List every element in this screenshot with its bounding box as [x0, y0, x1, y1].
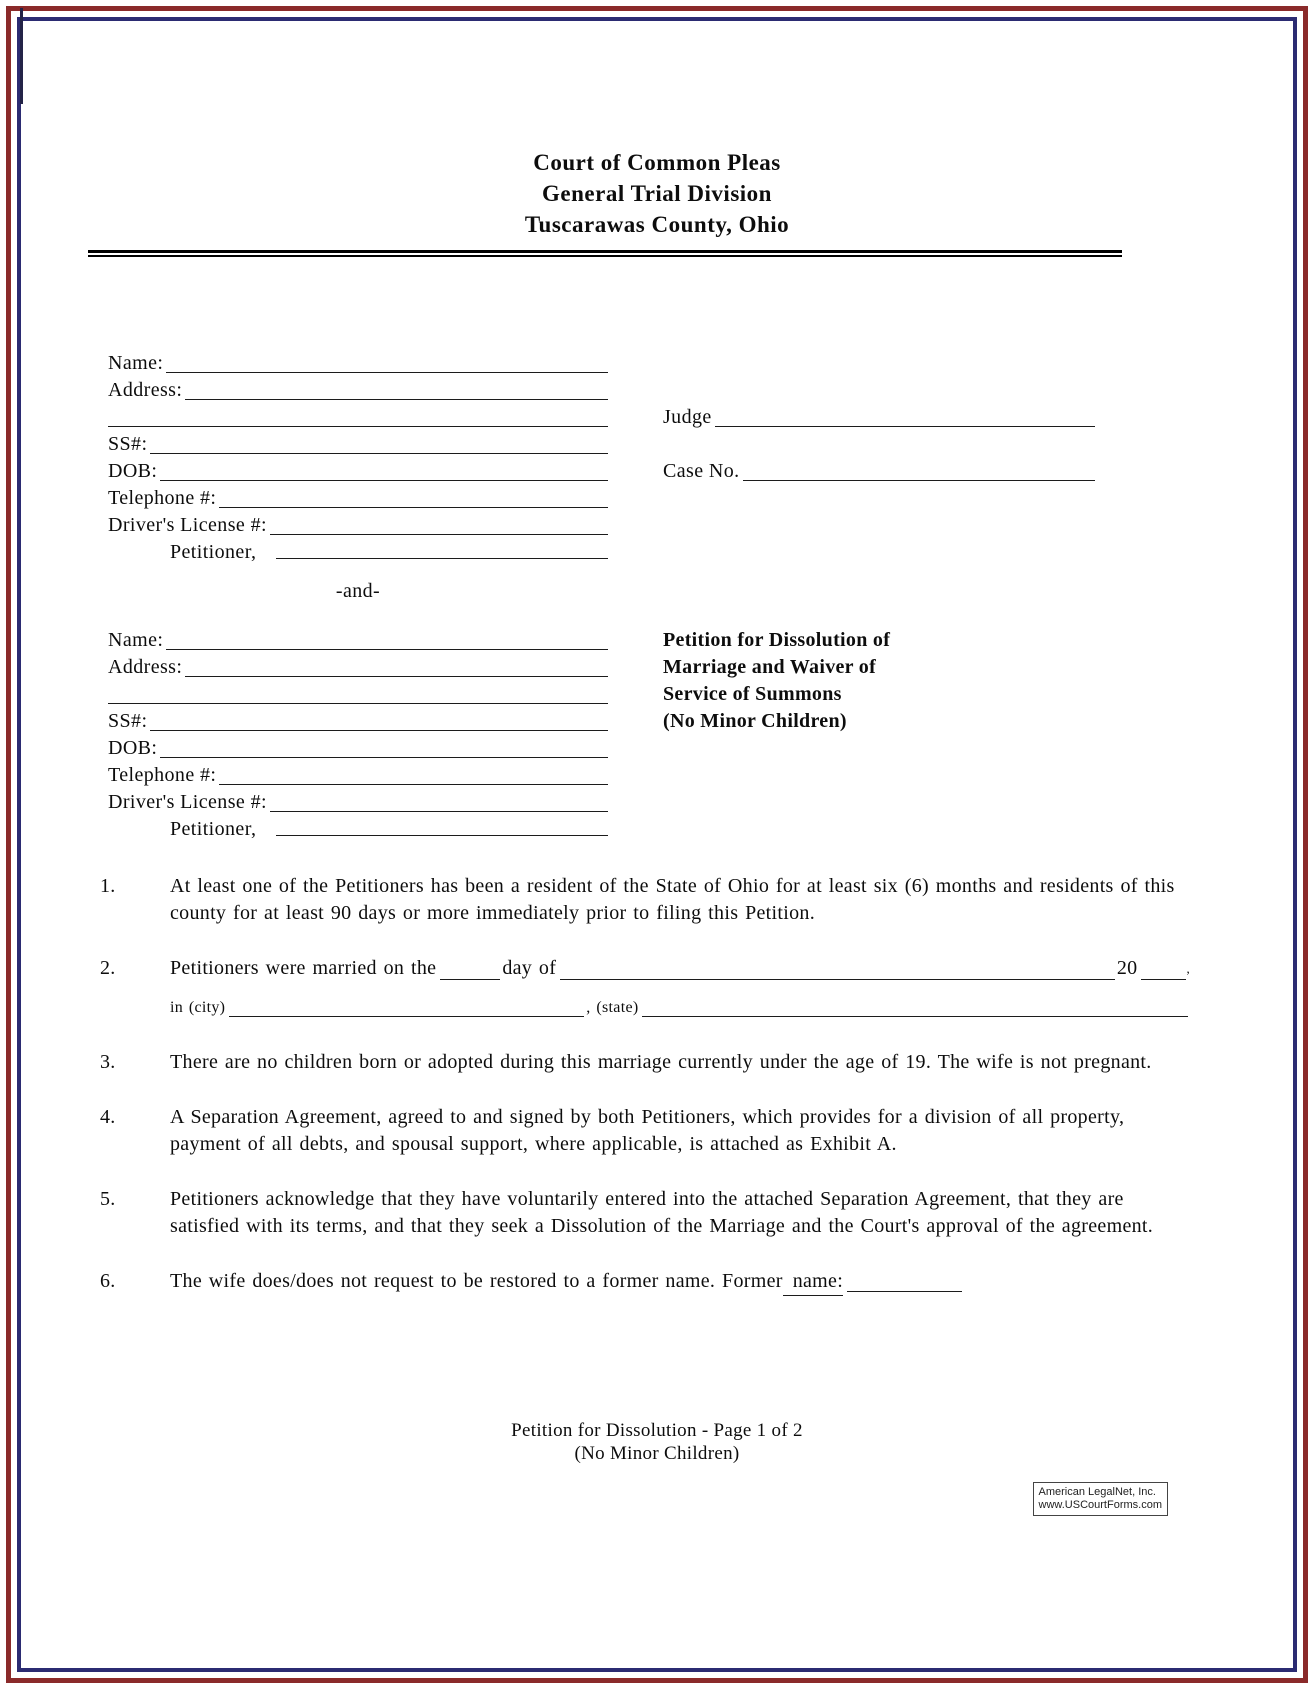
petitioner-role-1: Petitioner, [170, 541, 257, 563]
party1-petitioner-row [108, 539, 1293, 566]
married-on-text: Petitioners were married on the [170, 957, 437, 979]
address2-blank-1 [108, 404, 608, 427]
name-blank-2 [166, 627, 608, 650]
legalnet-stamp [1033, 1482, 1168, 1516]
address-blank-2 [185, 654, 608, 677]
address-blank-1 [185, 377, 608, 400]
petition-title-line-2: Marriage and Waiver of [663, 656, 877, 678]
paragraph-1-text: At least one of the Petitioners has been a resident of the State of Ohio for at least six (6) months and residents of this county for at least 90 days or more immediately prior to filing this Petition. [170, 875, 1175, 924]
party2-ss-row [108, 708, 1293, 735]
paragraph-6-text [170, 1268, 1190, 1296]
month-blank [560, 955, 1115, 980]
party1-name-row [108, 350, 1293, 377]
party1-telephone-row [108, 485, 1293, 512]
paragraph-5-number: 5. [100, 1188, 116, 1210]
party1-dob-case-row [108, 458, 1293, 485]
paragraph-4-number: 4. [100, 1106, 116, 1128]
city-blank [229, 994, 584, 1017]
party2-petitioner-row [108, 816, 1293, 843]
state-blank [642, 994, 1188, 1017]
address2-blank-2 [108, 681, 608, 704]
dob-label-2: DOB: [108, 737, 158, 759]
paragraph-6-number: 6. [100, 1270, 116, 1292]
petition-title-line-4: (No Minor Children) [663, 710, 847, 732]
license-blank-2 [270, 789, 608, 812]
year-prefix: 20 [1116, 957, 1138, 979]
party1-ss-row [108, 431, 1293, 458]
dob-label-1: DOB: [108, 460, 158, 482]
paragraph-2-number: 2. [100, 957, 116, 979]
address-label-1: Address: [108, 379, 183, 401]
day-of-text: day of [502, 957, 557, 979]
name-label-2: Name: [108, 629, 164, 651]
caption-section [108, 350, 1293, 843]
party2-name-row [108, 627, 1293, 654]
party1-address-row [108, 377, 1293, 404]
page-content [21, 21, 1293, 1668]
page-footer [21, 1419, 1293, 1465]
party1-license-row [108, 512, 1293, 539]
stamp-url: www.USCourtForms.com [1038, 1499, 1162, 1511]
ss-label-2: SS#: [108, 710, 148, 732]
telephone-blank-1 [219, 485, 608, 508]
dob-blank-1 [160, 458, 608, 481]
court-name: Court of Common Pleas [533, 150, 781, 175]
party2-dob-row [108, 735, 1293, 762]
judge-label: Judge [663, 406, 712, 428]
paragraph-6 [100, 1268, 1190, 1296]
court-header [21, 147, 1293, 240]
license-wrap-blank-1 [276, 539, 608, 559]
case-no-blank [743, 458, 1095, 481]
address-label-2: Address: [108, 656, 183, 678]
ss-label-1: SS#: [108, 433, 148, 455]
petitioner-role-2: Petitioner, [170, 818, 257, 840]
case-no-label: Case No. [663, 460, 740, 482]
footer-subtitle: (No Minor Children) [574, 1443, 740, 1464]
state-label: , (state) [586, 999, 639, 1016]
telephone-blank-2 [219, 762, 608, 785]
trailing-comma: , [1186, 961, 1190, 976]
former-name-blank [847, 1268, 962, 1292]
paragraph-2 [100, 955, 1190, 1021]
dob-blank-2 [160, 735, 608, 758]
paragraph-1-number: 1. [100, 875, 116, 897]
numbered-paragraphs [100, 873, 1190, 1296]
former-name-underlined: name: [783, 1268, 843, 1296]
ss-blank-2 [150, 708, 608, 731]
division-name: General Trial Division [542, 181, 772, 206]
paragraph-5 [100, 1186, 1190, 1240]
year-blank [1141, 955, 1186, 980]
license-blank-1 [270, 512, 608, 535]
party2-telephone-row [108, 762, 1293, 789]
paragraph-2-line-1 [170, 955, 1190, 984]
paragraph-4 [100, 1104, 1190, 1158]
paragraph-3-number: 3. [100, 1051, 116, 1073]
city-label: in (city) [170, 999, 226, 1016]
name-blank-1 [166, 350, 608, 373]
and-separator-row [108, 578, 1293, 605]
party2-address2-row [108, 681, 1293, 708]
stamp-company: American LegalNet, Inc. [1038, 1486, 1156, 1498]
day-blank [440, 955, 500, 980]
name-label-1: Name: [108, 352, 164, 374]
paragraph-1 [100, 873, 1190, 927]
paragraph-2-line-2 [170, 994, 1190, 1021]
telephone-label-2: Telephone #: [108, 764, 217, 786]
paragraph-3 [100, 1049, 1190, 1076]
license-label-2: Driver's License #: [108, 791, 267, 813]
party2-license-row [108, 789, 1293, 816]
paragraph-4-text: A Separation Agreement, agreed to and signed by both Petitioners, which provides for a division of all property, payment of all debts, and spousal support, where applicable, is attached as Exhibit A. [170, 1106, 1125, 1155]
party1-address2-judge-row [108, 404, 1293, 431]
ss-blank-1 [150, 431, 608, 454]
license-wrap-blank-2 [276, 816, 608, 836]
county-name: Tuscarawas County, Ohio [524, 212, 790, 237]
paragraph-5-text: Petitioners acknowledge that they have voluntarily entered into the attached Separation Agreement, that they are satisfied with its terms, and that they seek a Dissolution of the Marriage and the Court's approval of the agreement. [170, 1188, 1154, 1237]
petition-title-line-1: Petition for Dissolution of [663, 629, 891, 651]
petition-title-line-3: Service of Summons [663, 683, 842, 705]
party2-address-row [108, 654, 1293, 681]
judge-blank [715, 404, 1095, 427]
footer-title: Petition for Dissolution - Page 1 of 2 [511, 1420, 803, 1441]
former-name-text: The wife does/does not request to be restored to a former name. Former [170, 1270, 783, 1292]
header-double-rule [88, 250, 1122, 257]
paragraph-3-text: There are no children born or adopted during this marriage currently under the age of 19. The wife is not pregnant. [170, 1051, 1152, 1073]
license-label-1: Driver's License #: [108, 514, 267, 536]
telephone-label-1: Telephone #: [108, 487, 217, 509]
and-separator: -and- [335, 580, 381, 602]
